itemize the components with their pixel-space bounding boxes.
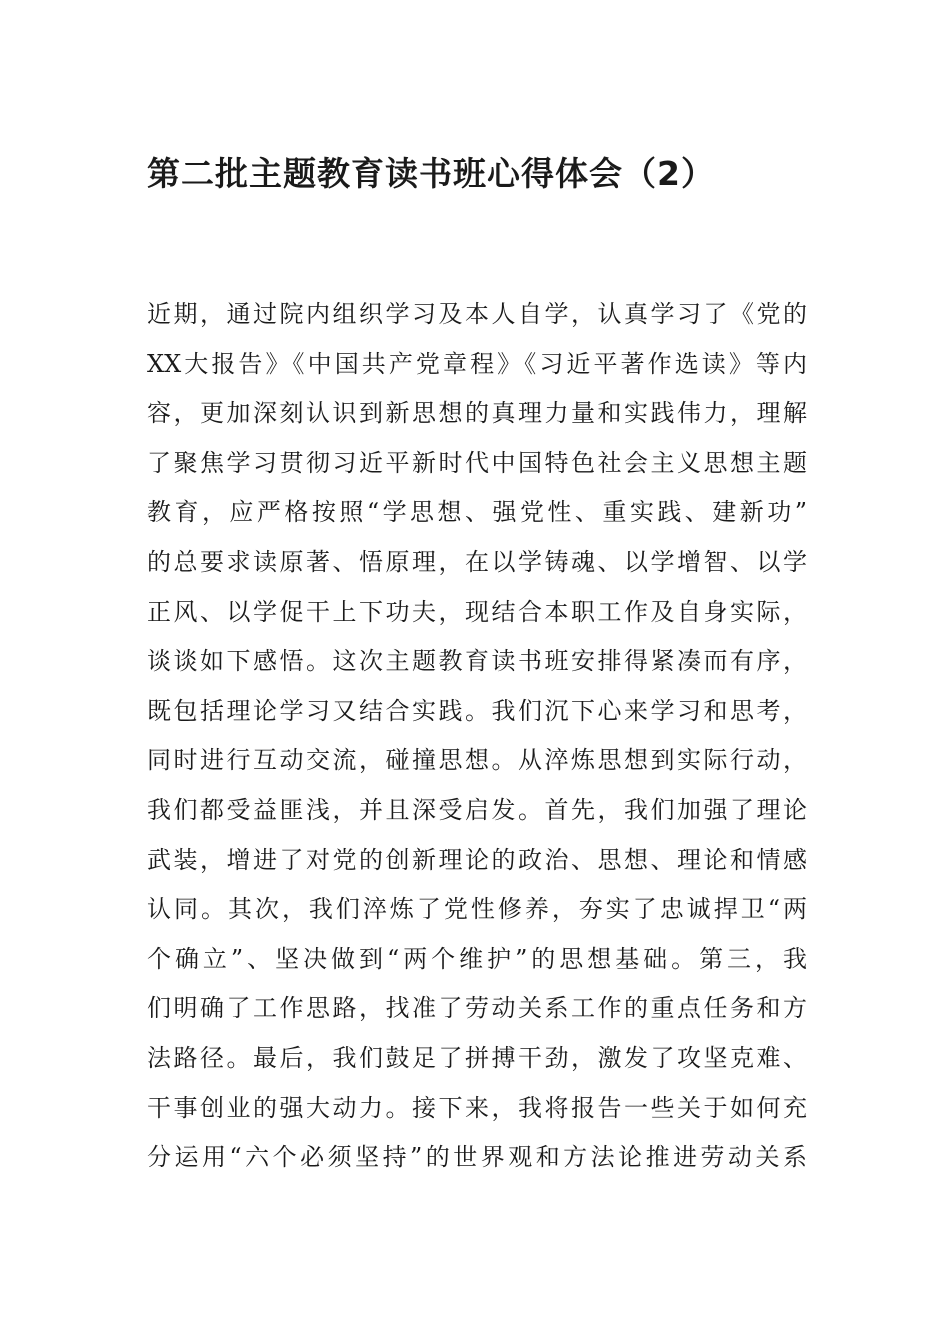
body-line: 同时进行互动交流，碰撞思想。从淬炼思想到实际行动， — [147, 746, 807, 775]
body-line: 认同。其次，我们淬炼了党性修养，夯实了忠诚捍卫“两 — [147, 895, 807, 924]
body-line: 的总要求读原著、悟原理，在以学铸魂、以学增智、以学 — [147, 547, 807, 576]
document-title: 第二批主题教育读书班心得体会（2） — [147, 154, 715, 193]
body-line: 近期，通过院内组织学习及本人自学，认真学习了《党的 — [147, 300, 807, 328]
body-line: 谈谈如下感悟。这次主题教育读书班安排得紧凑而有序， — [147, 647, 807, 676]
body-line: 们明确了工作思路，找准了劳动关系工作的重点任务和方 — [147, 994, 807, 1023]
body-line: 了聚焦学习贯彻习近平新时代中国特色社会主义思想主题 — [147, 448, 807, 477]
body-line: 我们都受益匪浅，并且深受启发。首先，我们加强了理论 — [147, 795, 807, 824]
body-line: 法路径。最后，我们鼓足了拼搏干劲，激发了攻坚克难、 — [147, 1043, 807, 1072]
body-line: 武装，增进了对党的创新理论的政治、思想、理论和情感 — [147, 845, 807, 874]
body-line: 干事创业的强大动力。接下来，我将报告一些关于如何充 — [147, 1093, 807, 1122]
body-line: 教育，应严格按照“学思想、强党性、重实践、建新功” — [147, 498, 807, 527]
body-line: 既包括理论学习又结合实践。我们沉下心来学习和思考， — [147, 696, 807, 725]
body-line: 容，更加深刻认识到新思想的真理力量和实践伟力，理解 — [147, 399, 807, 428]
body-line: XX大报告》《中国共产党章程》《习近平著作选读》等内 — [147, 349, 807, 378]
document-body — [147, 290, 807, 1183]
body-line: 分运用“六个必须坚持”的世界观和方法论推进劳动关系 — [147, 1143, 807, 1172]
body-line: 正风、以学促干上下功夫，现结合本职工作及自身实际， — [147, 597, 807, 626]
body-line: 个确立”、坚决做到“两个维护”的思想基础。第三，我 — [147, 944, 807, 973]
